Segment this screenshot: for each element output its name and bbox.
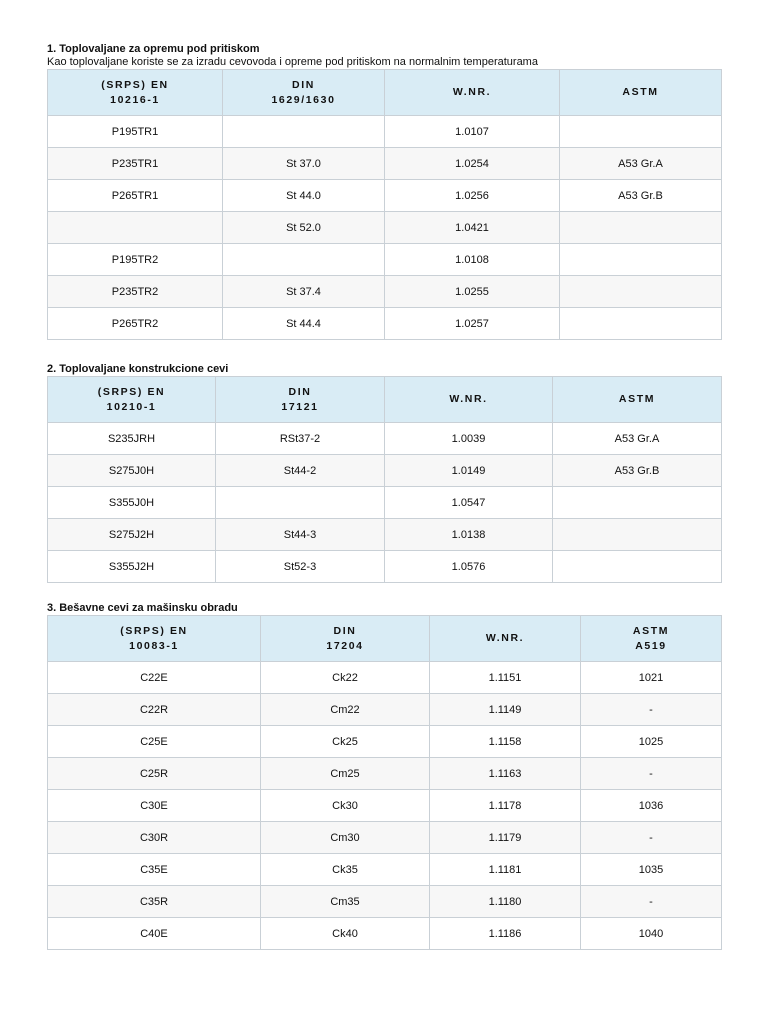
table-cell [223, 116, 385, 148]
table-row [48, 519, 722, 551]
column-header-line: DIN [288, 385, 312, 398]
table-cell: 1.0254 [385, 148, 560, 180]
table-row [48, 455, 722, 487]
column-header [48, 377, 216, 423]
column-header [553, 377, 722, 423]
table-row [48, 854, 722, 886]
table-cell: C22E [48, 662, 261, 694]
table-cell: 1.0256 [385, 180, 560, 212]
table-header-row [48, 377, 722, 423]
column-header-line: (SRPS) EN [120, 624, 188, 637]
section-subtitle: Kao toplovaljane koriste se za izradu cevovoda i opreme pod pritiskom na normalnim temperaturama [47, 56, 538, 68]
table-row [48, 116, 722, 148]
column-header [48, 616, 261, 662]
column-header-line: ASTM [618, 393, 656, 405]
table-row [48, 180, 722, 212]
column-header [223, 70, 385, 116]
table-cell: Ck22 [261, 662, 430, 694]
table-cell: P265TR1 [48, 180, 223, 212]
table-row [48, 822, 722, 854]
column-header [581, 616, 722, 662]
table-cell: 1.0149 [385, 455, 553, 487]
section-2 [47, 362, 722, 583]
table-cell: 1.1163 [430, 758, 581, 790]
steel-table-1 [47, 69, 722, 340]
column-header-line: W.NR. [485, 632, 525, 644]
table-cell: Cm22 [261, 694, 430, 726]
table-row [48, 308, 722, 340]
column-header-line: 10216-1 [110, 93, 160, 106]
table-cell [216, 487, 385, 519]
column-header-line: W.NR. [452, 86, 492, 98]
table-cell: 1025 [581, 726, 722, 758]
table-cell: C35E [48, 854, 261, 886]
table-cell [560, 276, 722, 308]
table-cell: 1.0039 [385, 423, 553, 455]
table-cell: 1.0107 [385, 116, 560, 148]
column-header [216, 377, 385, 423]
column-header [48, 70, 223, 116]
column-header-line: W.NR. [449, 393, 488, 405]
column-header-line: ASTM [622, 86, 659, 98]
table-row [48, 886, 722, 918]
table-row [48, 918, 722, 950]
table-cell: A53 Gr.B [553, 455, 722, 487]
table-row [48, 694, 722, 726]
table-cell: P235TR2 [48, 276, 223, 308]
table-cell [48, 212, 223, 244]
table-row [48, 662, 722, 694]
table-cell: 1.0255 [385, 276, 560, 308]
table-cell [560, 116, 722, 148]
table-cell: C30R [48, 822, 261, 854]
table-cell: 1.1151 [430, 662, 581, 694]
table-cell: A53 Gr.B [560, 180, 722, 212]
table-cell: 1.1158 [430, 726, 581, 758]
table-cell [223, 244, 385, 276]
column-header-line: A519 [635, 639, 667, 652]
table-cell: S355J0H [48, 487, 216, 519]
table-cell: - [581, 886, 722, 918]
column-header-line: 1629/1630 [271, 93, 336, 106]
table-cell: St 37.0 [223, 148, 385, 180]
table-row [48, 244, 722, 276]
column-header-line: (SRPS) EN [101, 78, 169, 91]
table-cell: S355J2H [48, 551, 216, 583]
column-header [385, 70, 560, 116]
table-cell: RSt37-2 [216, 423, 385, 455]
table-cell: 1.0547 [385, 487, 553, 519]
section-title: 2. Toplovaljane konstrukcione cevi [47, 363, 229, 375]
column-header [430, 616, 581, 662]
column-header-line: ASTM [632, 624, 670, 637]
table-cell: 1036 [581, 790, 722, 822]
table-cell [553, 551, 722, 583]
table-row [48, 726, 722, 758]
section-title: 1. Toplovaljane za opremu pod pritiskom [47, 43, 260, 55]
table-cell: C40E [48, 918, 261, 950]
table-cell [553, 519, 722, 551]
section-1 [47, 42, 722, 340]
column-header-line: 10210-1 [106, 400, 157, 413]
table-row [48, 276, 722, 308]
table-cell: 1021 [581, 662, 722, 694]
table-cell: P265TR2 [48, 308, 223, 340]
table-row [48, 148, 722, 180]
section-3 [47, 601, 722, 950]
table-cell: Ck40 [261, 918, 430, 950]
table-cell: A53 Gr.A [553, 423, 722, 455]
table-cell: 1035 [581, 854, 722, 886]
table-cell: - [581, 822, 722, 854]
table-cell: 1.1180 [430, 886, 581, 918]
section-title: 3. Bešavne cevi za mašinsku obradu [47, 602, 238, 614]
table-cell: St 44.4 [223, 308, 385, 340]
table-cell: C30E [48, 790, 261, 822]
column-header-line: DIN [333, 624, 357, 637]
table-cell: St44-3 [216, 519, 385, 551]
column-header-line: 17121 [281, 400, 319, 413]
column-header [560, 70, 722, 116]
table-cell: Cm25 [261, 758, 430, 790]
table-row [48, 487, 722, 519]
table-cell: St52-3 [216, 551, 385, 583]
column-header-line: (SRPS) EN [97, 385, 166, 398]
table-cell: 1.0257 [385, 308, 560, 340]
table-row [48, 423, 722, 455]
table-cell: 1.1181 [430, 854, 581, 886]
table-cell: P195TR2 [48, 244, 223, 276]
table-cell: 1.1149 [430, 694, 581, 726]
column-header-line: 17204 [326, 639, 364, 652]
table-cell: 1.0138 [385, 519, 553, 551]
table-cell: Ck25 [261, 726, 430, 758]
table-cell: Ck30 [261, 790, 430, 822]
column-header [261, 616, 430, 662]
table-cell: 1.1178 [430, 790, 581, 822]
table-cell: 1.0108 [385, 244, 560, 276]
column-header-line: 10083-1 [129, 639, 179, 652]
table-cell: 1.1186 [430, 918, 581, 950]
table-row [48, 758, 722, 790]
table-cell: C22R [48, 694, 261, 726]
table-cell: St44-2 [216, 455, 385, 487]
table-cell: S275J2H [48, 519, 216, 551]
table-cell: - [581, 758, 722, 790]
column-header [385, 377, 553, 423]
table-cell: 1.0421 [385, 212, 560, 244]
table-cell: St 52.0 [223, 212, 385, 244]
table-row [48, 790, 722, 822]
table-cell: - [581, 694, 722, 726]
table-cell: C25E [48, 726, 261, 758]
table-cell: P195TR1 [48, 116, 223, 148]
table-cell [560, 212, 722, 244]
table-cell [560, 308, 722, 340]
table-cell: St 44.0 [223, 180, 385, 212]
table-cell: S235JRH [48, 423, 216, 455]
table-cell: 1040 [581, 918, 722, 950]
table-row [48, 551, 722, 583]
table-cell: Cm35 [261, 886, 430, 918]
steel-table-3 [47, 615, 722, 950]
table-cell: Cm30 [261, 822, 430, 854]
table-cell: 1.1179 [430, 822, 581, 854]
table-row [48, 212, 722, 244]
table-cell: A53 Gr.A [560, 148, 722, 180]
table-cell: S275J0H [48, 455, 216, 487]
table-cell: Ck35 [261, 854, 430, 886]
table-cell: St 37.4 [223, 276, 385, 308]
table-cell: C25R [48, 758, 261, 790]
column-header-line: DIN [292, 78, 315, 91]
table-cell [560, 244, 722, 276]
steel-table-2 [47, 376, 722, 583]
table-cell: 1.0576 [385, 551, 553, 583]
table-cell: C35R [48, 886, 261, 918]
table-cell: P235TR1 [48, 148, 223, 180]
table-header-row [48, 616, 722, 662]
table-header-row [48, 70, 722, 116]
table-cell [553, 487, 722, 519]
